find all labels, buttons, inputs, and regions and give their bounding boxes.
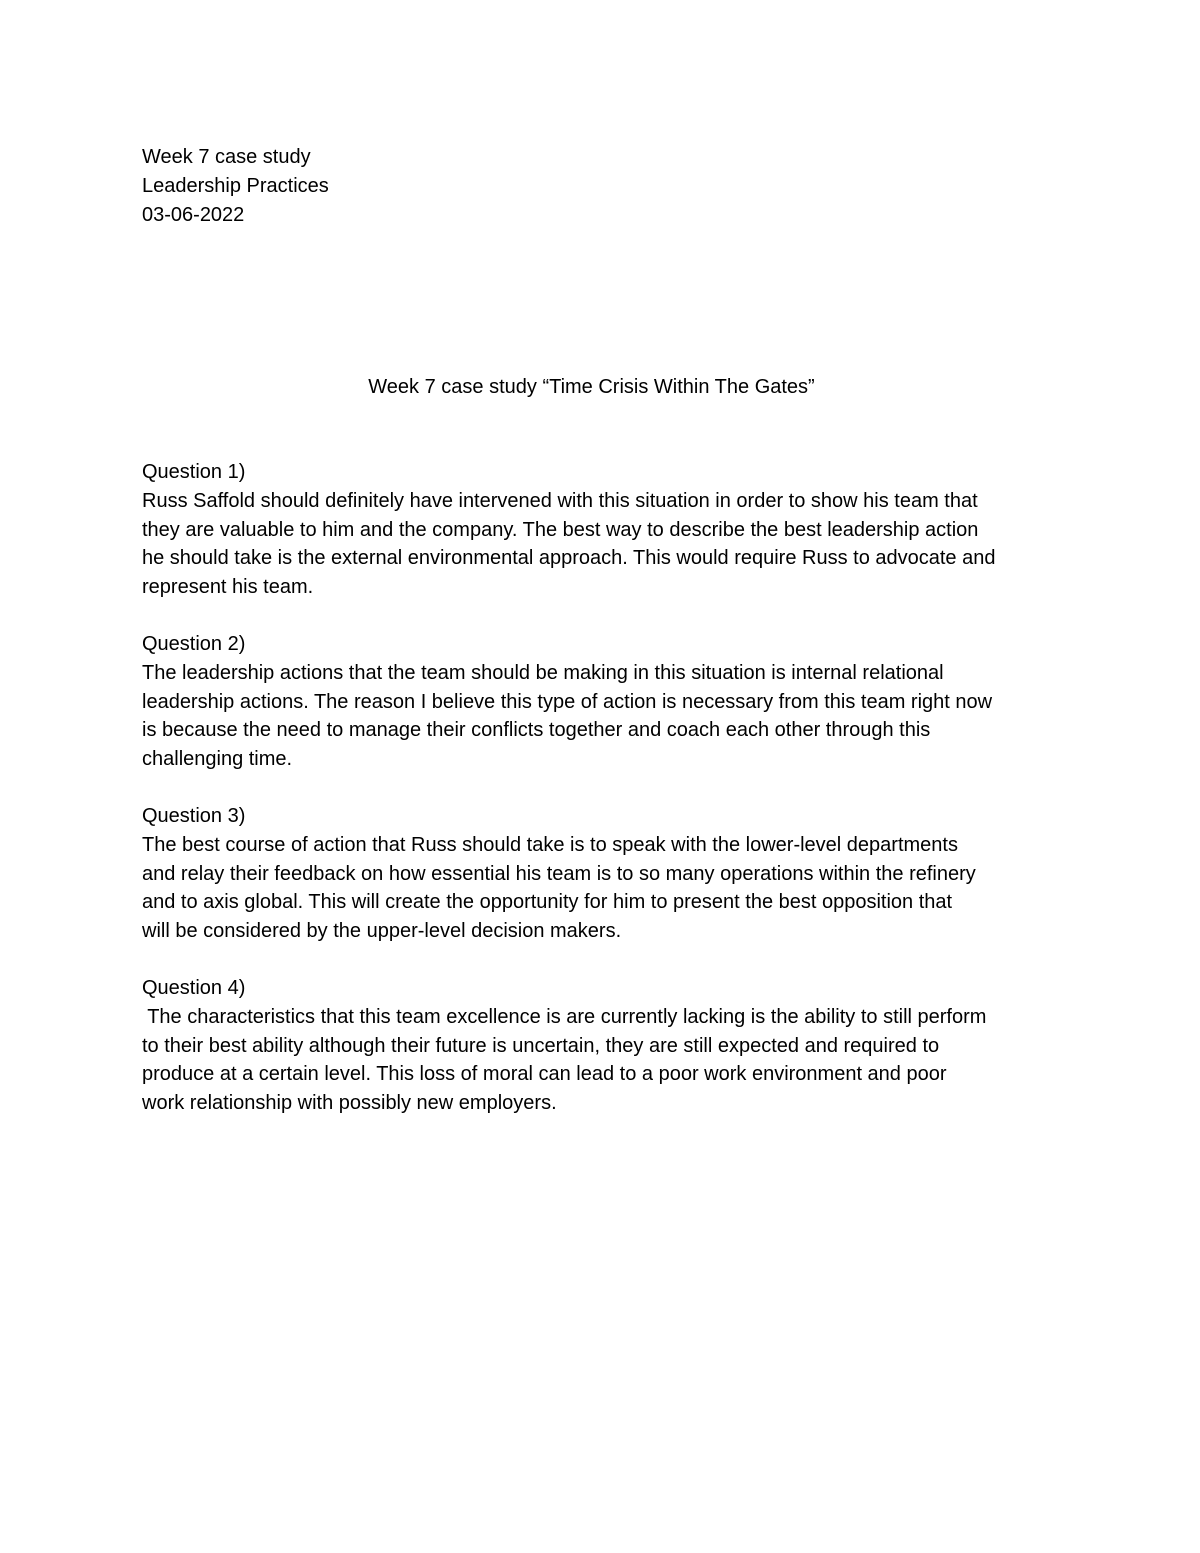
answer-line: Russ Saffold should definitely have intervened with this situation in order to show his team that xyxy=(142,489,978,512)
question-answer xyxy=(142,659,1072,774)
question-label: Question 3) xyxy=(142,804,246,827)
answer-line: they are valuable to him and the company. The best way to describe the best leadership action xyxy=(142,518,979,541)
answer-line: to their best ability although their future is uncertain, they are still expected and required to xyxy=(142,1034,940,1057)
date-line: 03-06-2022 xyxy=(142,204,245,226)
answer-line: and to axis global. This will create the opportunity for him to present the best opposition that xyxy=(142,891,953,914)
question-answer xyxy=(142,831,1072,946)
document-title: Week 7 case study “Time Crisis Within The Gates” xyxy=(368,376,815,398)
question-label: Question 2) xyxy=(142,632,246,655)
question-answer xyxy=(142,487,1072,602)
question-1 xyxy=(142,458,1072,602)
answer-line: and relay their feedback on how essential his team is to so many operations within the refinery xyxy=(142,862,976,885)
question-2 xyxy=(142,630,1072,774)
question-answer xyxy=(142,1003,1072,1118)
question-label: Question 4) xyxy=(142,976,246,999)
answer-line: challenging time. xyxy=(142,748,293,771)
answer-line: represent his team. xyxy=(142,576,314,599)
answer-line: leadership actions. The reason I believe this type of action is necessary from this team right now xyxy=(142,690,993,713)
course-line: Week 7 case study xyxy=(142,146,311,168)
answer-line: The leadership actions that the team should be making in this situation is internal relational xyxy=(142,661,944,684)
question-4 xyxy=(142,974,1072,1118)
answer-line: work relationship with possibly new employers. xyxy=(142,1092,557,1115)
answer-line: The best course of action that Russ should take is to speak with the lower-level departments xyxy=(142,833,958,856)
questions-section xyxy=(142,458,1072,1146)
answer-line: will be considered by the upper-level decision makers. xyxy=(142,920,622,943)
answer-line: The characteristics that this team excellence is are currently lacking is the ability to still perform xyxy=(142,1005,987,1028)
question-3 xyxy=(142,802,1072,946)
answer-line: produce at a certain level. This loss of moral can lead to a poor work environment and poor xyxy=(142,1063,947,1086)
answer-line: he should take is the external environmental approach. This would require Russ to advocate and xyxy=(142,547,996,570)
question-label: Question 1) xyxy=(142,461,246,483)
answer-line: is because the need to manage their conflicts together and coach each other through this xyxy=(142,719,931,742)
subject-line: Leadership Practices xyxy=(142,175,329,197)
document-header xyxy=(142,143,742,230)
